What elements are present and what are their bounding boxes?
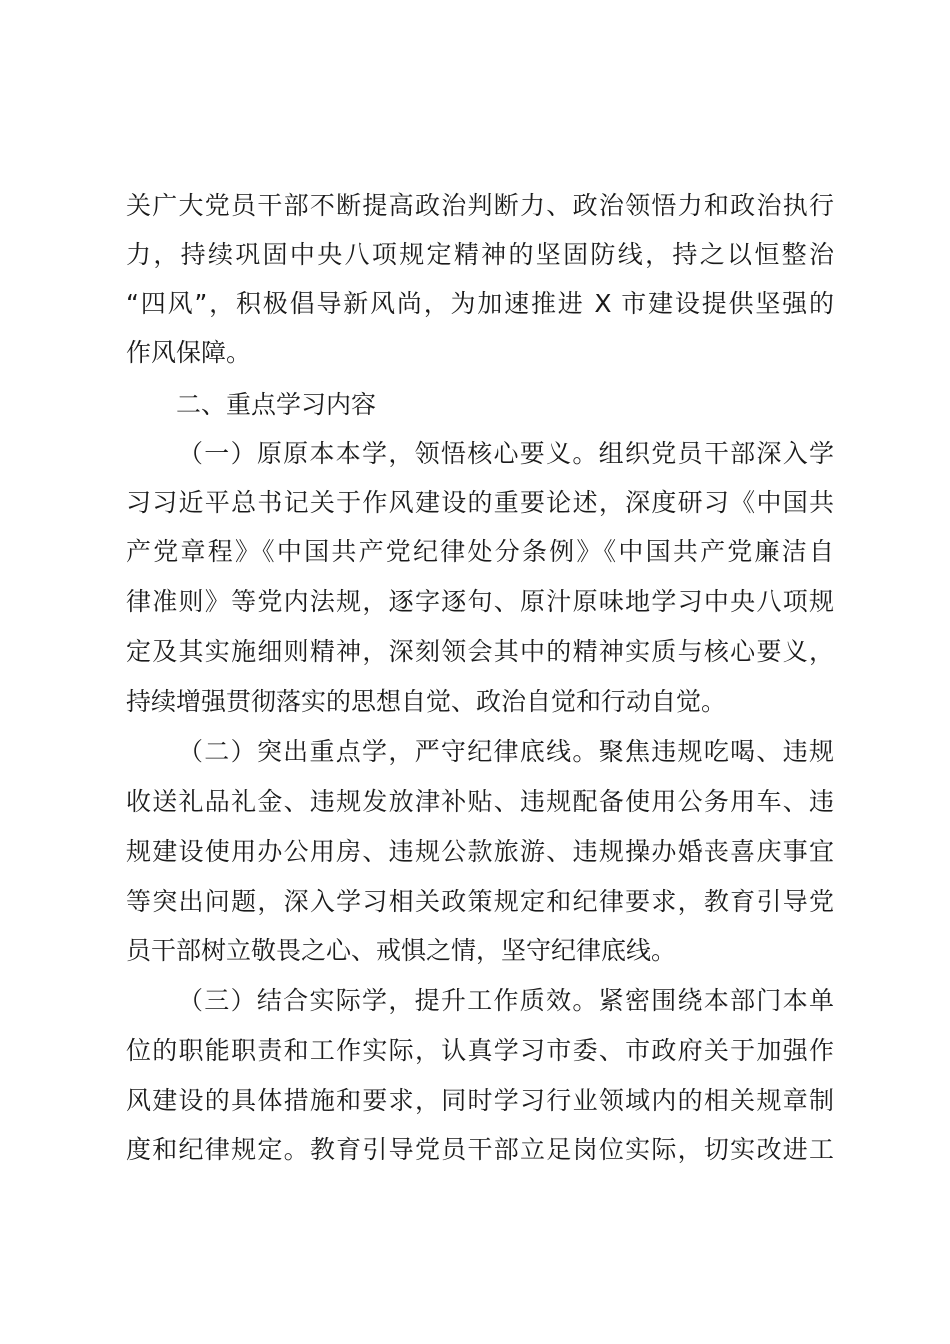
text-line-content: 收送礼品礼金、违规发放津补贴、违规配备使用公务用车、违 (126, 787, 834, 816)
text-line (0, 882, 950, 922)
text-line-content: 定及其实施细则精神，深刻领会其中的精神实质与核心要义， (126, 637, 834, 666)
text-line (0, 186, 950, 226)
text-line-content: 律准则》等党内法规，逐字逐句、原汁原味地学习中央八项规 (126, 587, 834, 616)
text-line-content: 度和纪律规定。教育引导党员干部立足岗位实际，切实改进工 (126, 1135, 834, 1164)
text-line (0, 931, 950, 971)
text-line-content: “四风”，积极倡导新风尚，为加速推进 X 市建设提供坚强的 (126, 289, 834, 318)
text-line (0, 732, 950, 772)
text-line-content: （一）原原本本学，领悟核心要义。组织党员干部深入学 (178, 439, 834, 468)
text-line-content: （二）突出重点学，严守纪律底线。聚焦违规吃喝、违规 (178, 737, 834, 766)
text-line-content: 风建设的具体措施和要求，同时学习行业领域内的相关规章制 (126, 1086, 834, 1115)
text-line-content: 产党章程》《中国共产党纪律处分条例》《中国共产党廉洁自 (126, 537, 834, 566)
text-line-content: 持续增强贯彻落实的思想自觉、政治自觉和行动自觉。 (126, 687, 727, 716)
text-line (0, 1031, 950, 1071)
text-line (0, 284, 950, 324)
section-heading (0, 385, 950, 425)
text-line-content: 习习近平总书记关于作风建设的重要论述，深度研习《中国共 (126, 488, 834, 517)
text-line (0, 582, 950, 622)
text-line (0, 832, 950, 872)
text-line-content: 力，持续巩固中央八项规定精神的坚固防线，持之以恒整治 (126, 240, 834, 269)
text-line-content: 规建设使用办公用房、违规公款旅游、违规操办婚丧喜庆事宜 (126, 837, 834, 866)
text-line-content: 位的职能职责和工作实际，认真学习市委、市政府关于加强作 (126, 1036, 834, 1065)
text-line (0, 1081, 950, 1121)
text-line (0, 483, 950, 523)
text-line-content: （三）结合实际学，提升工作质效。紧密围绕本部门本单 (178, 986, 834, 1015)
text-line (0, 981, 950, 1021)
text-line (0, 682, 950, 722)
section-heading-text: 二、重点学习内容 (176, 390, 377, 419)
text-line (0, 532, 950, 572)
text-line-content: 员干部树立敬畏之心、戒惧之情，坚守纪律底线。 (126, 936, 677, 965)
text-line-content: 等突出问题，深入学习相关政策规定和纪律要求，教育引导党 (126, 887, 834, 916)
text-line (0, 1130, 950, 1170)
text-line (0, 782, 950, 822)
text-line (0, 235, 950, 275)
text-line (0, 632, 950, 672)
text-line (0, 333, 950, 373)
text-line-content: 关广大党员干部不断提高政治判断力、政治领悟力和政治执行 (126, 191, 834, 220)
text-line-content: 作风保障。 (126, 338, 252, 367)
text-line (0, 434, 950, 474)
